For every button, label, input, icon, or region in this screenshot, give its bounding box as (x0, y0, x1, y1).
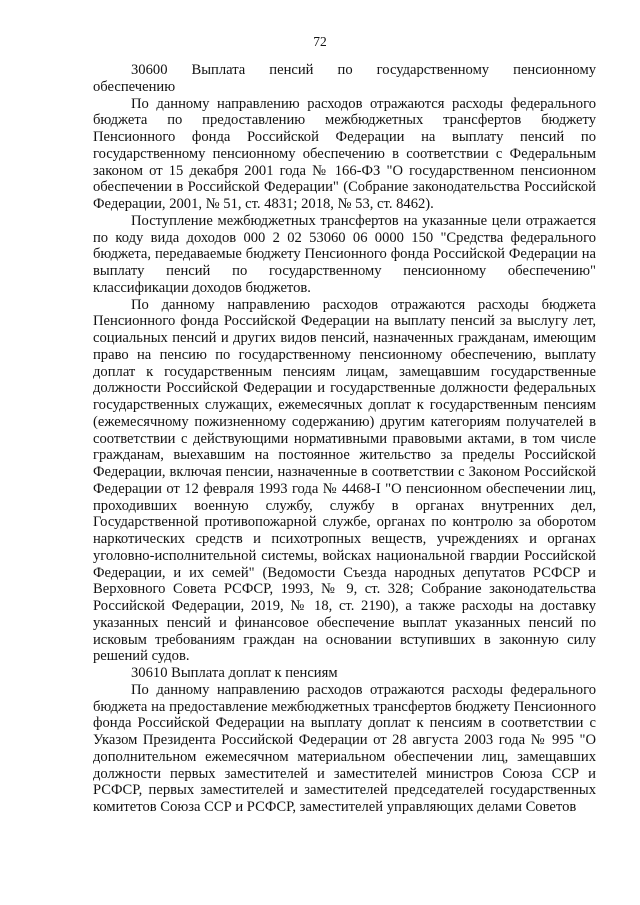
paragraph-pension-supplements: По данному направлению расходов отражаются расходы федерального бюджета на предоставление межбюджетных трансфертов бюджету Пенсионного фонда Российской Федерации на выплату доплат к пенсиям в соответствии с Указом Президента Российской Федерации от 28 августа 2003 года № 995 "О дополнительном ежемесячном материальном обеспечении лиц, замещавших должности первых заместителей и заместителей министров Союза ССР и РСФСР, первых заместителей и заместителей председателей государственных комитетов Союза ССР и РСФСР, заместителей управляющих делами Советов (93, 681, 596, 815)
document-body (93, 62, 596, 816)
page-number: 72 (313, 34, 327, 49)
section-heading-30610 (93, 665, 596, 682)
section-heading-30600 (93, 62, 596, 96)
section-heading-line: обеспечению (93, 78, 176, 95)
paragraph-transfer-income-code: Поступление межбюджетных трансфертов на указанные цели отражается по коду вида доходов 000 2 02 53060 06 0000 150 "Средства федерального бюджета, передаваемые бюджету Пенсионного фонда Российской Федерации на выплату пенсий по государственному пенсионному обеспечению" классификации доходов бюджетов. (93, 212, 596, 296)
paragraph-federal-budget-pensions: По данному направлению расходов отражаются расходы федерального бюджета по предоставлению межбюджетных трансфертов бюджету Пенсионного фонда Российской Федерации на выплату пенсий по государственному пенсионному обеспечению в соответствии с Федеральным законом от 15 декабря 2001 года № 166-ФЗ "О государственном пенсионном обеспечении в Российской Федерации" (Собрание законодательства Российской Федерации, 2001, № 51, ст. 4831; 2018, № 53, ст. 8462). (93, 95, 596, 212)
section-heading-line: 30610 Выплата доплат к пенсиям (131, 665, 338, 681)
section-heading-line: 30600 Выплата пенсий по государственному пенсионному (131, 62, 596, 78)
paragraph-pension-fund-expenses: По данному направлению расходов отражаются расходы бюджета Пенсионного фонда Российской Федерации на выплату пенсий за выслугу лет, социальных пенсий и других видов пенсий, назначенных гражданам, имеющим право на пенсию по государственному пенсионному обеспечению, выплату доплат к государственным пенсиям лицам, замещавшим государственные должности Российской Федерации и государственные должности федеральных государственных служащих, ежемесячных доплат к государственным пенсиям (ежемесячному пожизненному содержанию) другим категориям получателей в соответствии с действующими нормативными правовыми актами, в том числе гражданам, выехавшим на постоянное жительство за пределы Российской Федерации, включая пенсии, назначенные в соответствии с Законом Российской Федерации от 12 февраля 1993 года № 4468-I "О пенсионном обеспечении лиц, проходивших военную службу, службу в органах внутренних дел, Государственной противопожарной службе, органах по контролю за оборотом наркотических средств и психотропных веществ, учреждениях и органах уголовно-исполнительной системы, войсках национальной гвардии Российской Федерации, и их семей" (Ведомости Съезда народных депутатов РСФСР и Верховного Совета РСФСР, 1993, № 9, ст. 328; Собрание законодательства Российской Федерации, 2019, № 18, ст. 2190), а также расходы на доставку указанных пенсий и финансовое обеспечение выплат указанных пенсий по исковым требованиям граждан на основании вступивших в законную силу решений судов. (93, 296, 596, 665)
